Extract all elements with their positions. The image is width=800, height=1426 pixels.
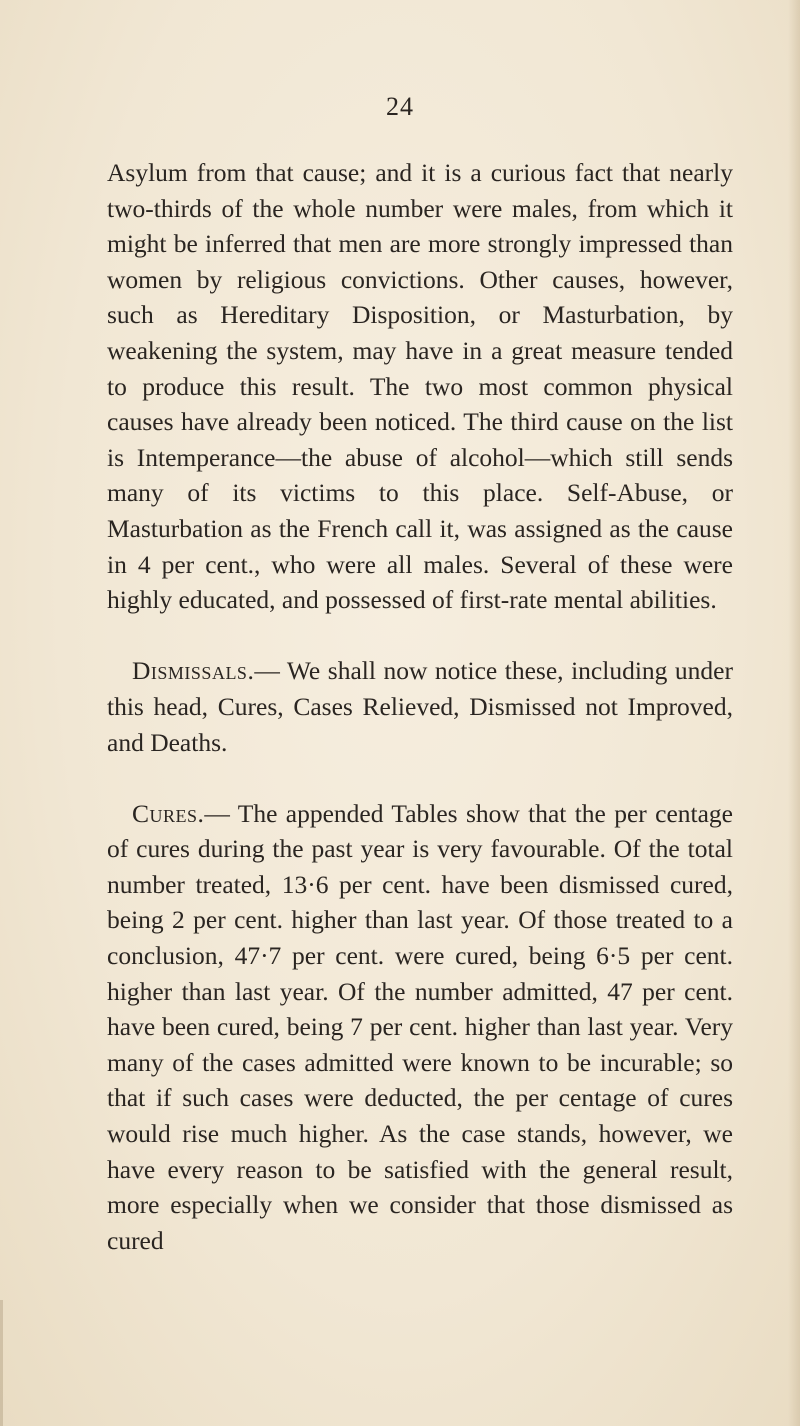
paragraph-body: — We shall now notice these, including under this head, Cures, Cases Relieved, Dismissed not Improved, and Deaths. (107, 656, 733, 757)
page-edge-shadow (788, 0, 800, 1426)
paragraph-body: — The appended Tables show that the per centage of cures during the past year is very favourable. Of the total number treated, 13·6 per cent. have been dismissed cured, being 2 per cent. higher than last year. Of those treated to a conclusion, 47·7 per cent. were cured, being 6·5 per cent. higher than last year. Of the number admitted, 47 per cent. have been cured, being 7 per cent. higher than last year. Very many of the cases admitted were known to be incurable; so that if such cases were deducted, the per centage of cures would rise much higher. As the case stands, however, we have every reason to be satisfied with the general result, more especially when we consider that those dismissed as cured (107, 798, 733, 1255)
paragraph-body: Asylum from that cause; and it is a curious fact that nearly two-thirds of the whole number were males, from which it might be inferred that men are more strongly impressed than women by religious convictions. Other causes, however, such as Hereditary Disposition, or Masturbation, by weakening the system, may have in a great measure tended to produce this result. The two most common physical causes have already been noticed. The third cause on the list is Intemperance—the abuse of alcohol—which still sends many of its victims to this place. Self-Abuse, or Masturbation as the French call it, was assigned as the cause in 4 per cent., who were all males. Several of these were highly educated, and possessed of first-rate mental abilities. (107, 158, 733, 615)
paragraph-asylum (107, 155, 733, 618)
paragraph-cures (107, 796, 733, 1259)
section-heading-cures: Cures. (132, 798, 205, 828)
section-heading-dismissals: Dismissals. (132, 656, 255, 686)
page-margin-mark (0, 1300, 3, 1426)
page-number: 24 (386, 92, 414, 121)
body-text (107, 155, 733, 1258)
paragraph-dismissals (107, 653, 733, 760)
